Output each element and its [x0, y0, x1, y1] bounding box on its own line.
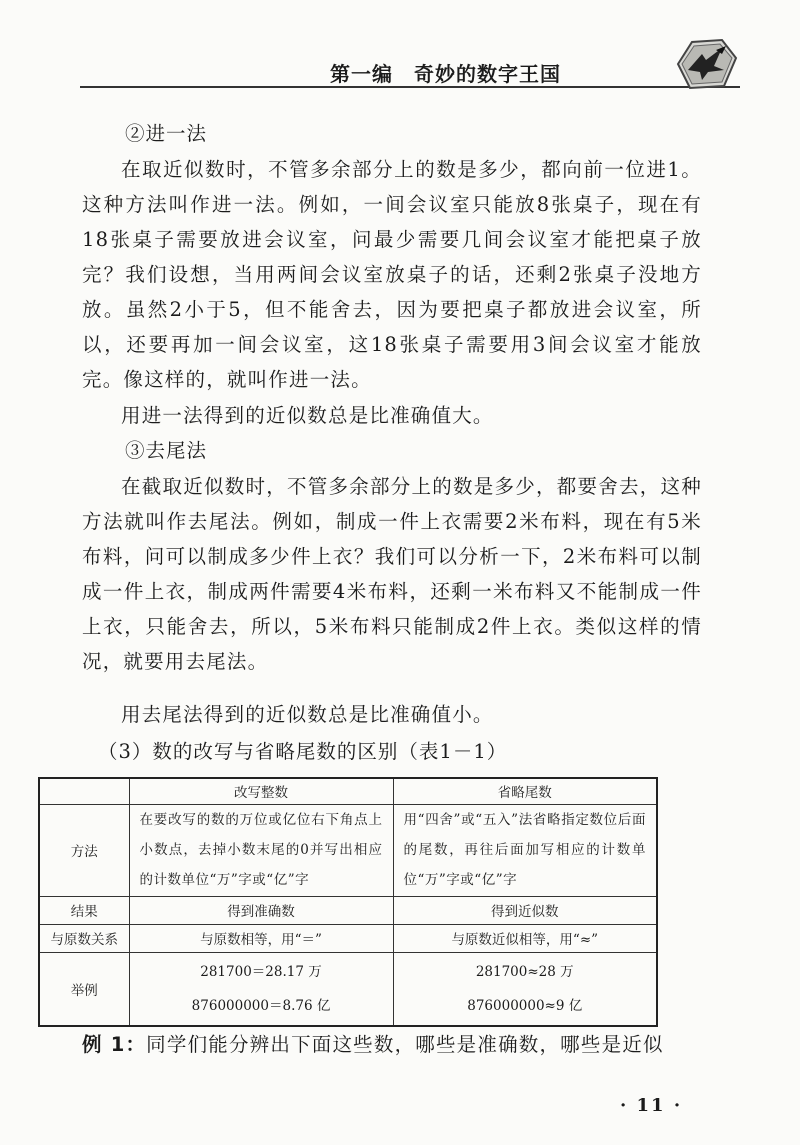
table-row-relation	[39, 924, 657, 952]
example-1	[82, 1027, 702, 1062]
table-row-method	[39, 804, 657, 896]
cell-relation-rewrite: 与原数相等，用“＝”	[129, 924, 393, 952]
heading-quwei: ③去尾法	[125, 439, 208, 462]
table-row-example	[39, 952, 657, 1026]
cell-example-rewrite	[129, 952, 393, 1026]
example-omit-line-2: 876000000≈9 亿	[467, 997, 583, 1014]
example-omit-line-1: 281700≈28 万	[475, 963, 574, 980]
cell-relation-omit: 与原数近似相等，用“≈”	[393, 924, 657, 952]
comparison-table	[38, 777, 658, 1027]
table-row-result	[39, 896, 657, 924]
example-1-label: 例 1：	[82, 1033, 147, 1056]
example-rewrite-line-1: 281700＝28.17 万	[200, 963, 322, 980]
running-header: 第一编 奇妙的数字王国	[330, 62, 561, 86]
row-label-relation: 与原数关系	[39, 924, 129, 952]
page-number: · 11 ·	[620, 1095, 683, 1116]
table-header-row	[39, 778, 657, 804]
row-label-example: 举例	[39, 952, 129, 1026]
example-rewrite-line-2: 876000000＝8.76 亿	[191, 997, 331, 1014]
heading-jinyi: ②进一法	[125, 122, 208, 145]
row-label-method: 方法	[39, 804, 129, 896]
paragraph-quwei-summary: 用去尾法得到的近似数总是比准确值小。	[121, 703, 494, 726]
eagle-emblem-icon	[672, 36, 738, 92]
row-label-result: 结果	[39, 896, 129, 924]
paragraph-jinyi-summary: 用进一法得到的近似数总是比准确值大。	[121, 404, 494, 427]
table-header-omit: 省略尾数	[393, 778, 657, 804]
paragraph-jinyi-explanation: 在取近似数时，不管多余部分上的数是多少，都向前一位进1。这种方法叫作进一法。例如，一间会议室只能放8张桌子，现在有18张桌子需要放进会议室，问最少需要几间会议室才能把桌子放完？我们设想，当用两间会议室放桌子的话，还剩2张桌子没地方放。虽然2小于5，但不能舍去，因为要把桌子都放进会议室，所以，还要再加一间会议室，这18张桌子需要用3间会议室才能放完。像这样的，就叫作进一法。	[82, 158, 702, 391]
paragraph-quwei-explanation: 在截取近似数时，不管多余部分上的数是多少，都要舍去，这种方法就叫作去尾法。例如，制成一件上衣需要2米布料，现在有5米布料，问可以制成多少件上衣？我们可以分析一下，2米布料可以制成一件上衣，制成两件需要4米布料，还剩一米布料又不能制成一件上衣，只能舍去，所以，5米布料只能制成2件上衣。类似这样的情况，就要用去尾法。	[82, 475, 702, 673]
table-caption: （3）数的改写与省略尾数的区别（表1－1）	[98, 740, 508, 763]
cell-result-omit: 得到近似数	[393, 896, 657, 924]
cell-method-rewrite: 在要改写的数的万位或亿位右下角点上小数点，去掉小数末尾的0并写出相应的计数单位“万”字或“亿”字	[129, 804, 393, 896]
table-header-blank	[39, 778, 129, 804]
cell-example-omit	[393, 952, 657, 1026]
example-1-text: 同学们能分辨出下面这些数，哪些是准确数，哪些是近似	[146, 1033, 664, 1056]
table-header-rewrite: 改写整数	[129, 778, 393, 804]
header-rule	[80, 86, 740, 88]
cell-result-rewrite: 得到准确数	[129, 896, 393, 924]
cell-method-omit: 用“四舍”或“五入”法省略指定数位后面的尾数，再往后面加写相应的计数单位“万”字或“亿”字	[393, 804, 657, 896]
